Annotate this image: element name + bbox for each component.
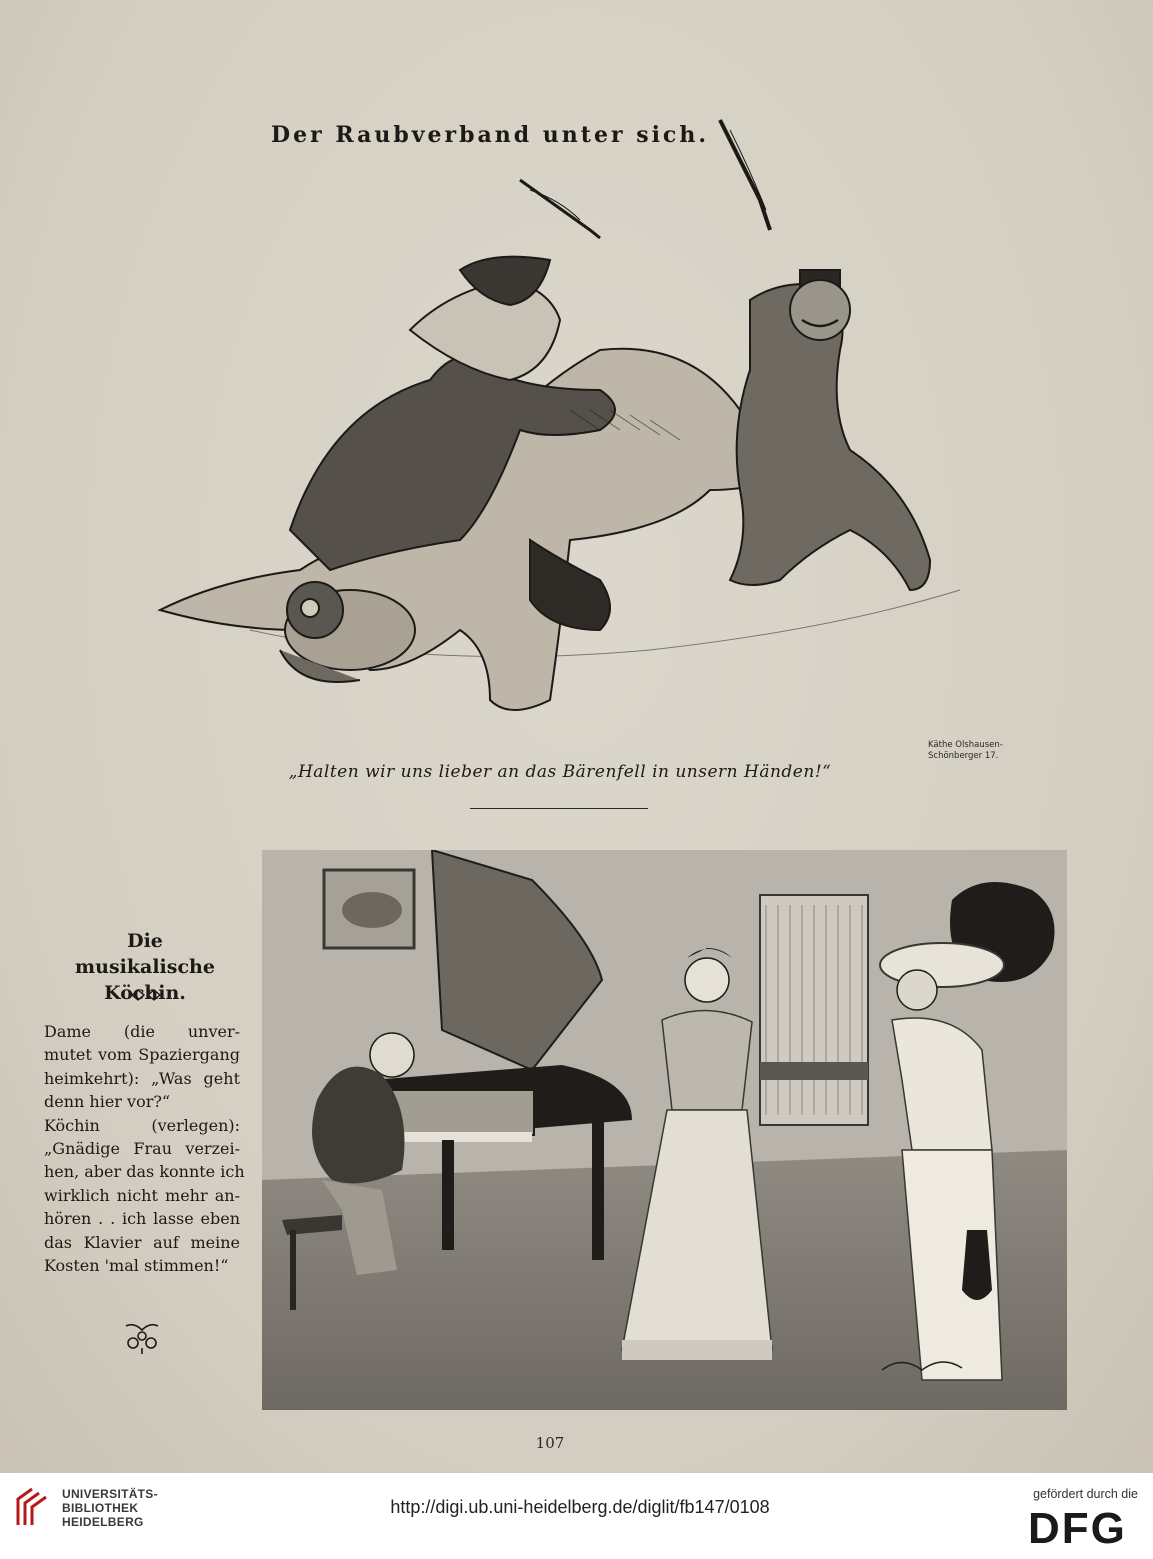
story-line: Kosten 'mal stimmen!“ [44, 1256, 229, 1276]
story-line: wirklich nicht mehr an- [44, 1185, 240, 1205]
story-line: das Klavier auf meine [44, 1232, 240, 1252]
story-line: heimkehrt): „Was geht [44, 1068, 240, 1088]
funding-note: gefördert durch die [1033, 1487, 1138, 1501]
story-line: hen, aber das konnte ich [44, 1162, 245, 1182]
story-line: „Gnädige Frau verzei- [44, 1139, 240, 1159]
story-title-line: Die [127, 930, 163, 952]
story-title-line: musikalische Köchin. [75, 956, 215, 1004]
story-text [44, 1020, 245, 1277]
library-name-line: HEIDELBERG [62, 1515, 144, 1529]
story-line: hören . . ich lasse eben [44, 1209, 240, 1229]
ornament-icon [130, 988, 162, 1002]
floral-ornament-icon [122, 1318, 162, 1358]
section-divider [470, 808, 648, 809]
library-name[interactable] [62, 1487, 158, 1529]
permalink-url[interactable]: http://digi.ub.uni-heidelberg.de/diglit/fb147/0108 [390, 1497, 770, 1517]
story-line: mutet vom Spaziergang [44, 1045, 240, 1065]
story-line: Köchin (verlegen): [44, 1115, 240, 1135]
story-line: denn hier vor?“ [44, 1092, 171, 1112]
bear-fur-cartoon-illustration [130, 110, 1020, 750]
cartoon-caption: „Halten wir uns lieber an das Bärenfell in unsern Händen!“ [288, 762, 832, 782]
dfg-logo[interactable]: DFG [1028, 1504, 1127, 1553]
piano-tuner-illustration [262, 850, 1067, 1410]
story-line: Dame (die unver- [44, 1022, 240, 1041]
signature-line: Schönberger 17. [928, 751, 999, 761]
signature-line: Käthe Olshausen- [928, 740, 1003, 750]
cartoon-title: Der Raubverband unter sich. [271, 122, 709, 148]
library-name-line: BIBLIOTHEK [62, 1501, 139, 1515]
library-name-line: UNIVERSITÄTS- [62, 1487, 158, 1501]
viewer-footer [0, 1473, 1153, 1559]
artist-signature [928, 740, 1018, 762]
page-number: 107 [535, 1434, 565, 1452]
library-logo-icon[interactable] [14, 1485, 52, 1529]
